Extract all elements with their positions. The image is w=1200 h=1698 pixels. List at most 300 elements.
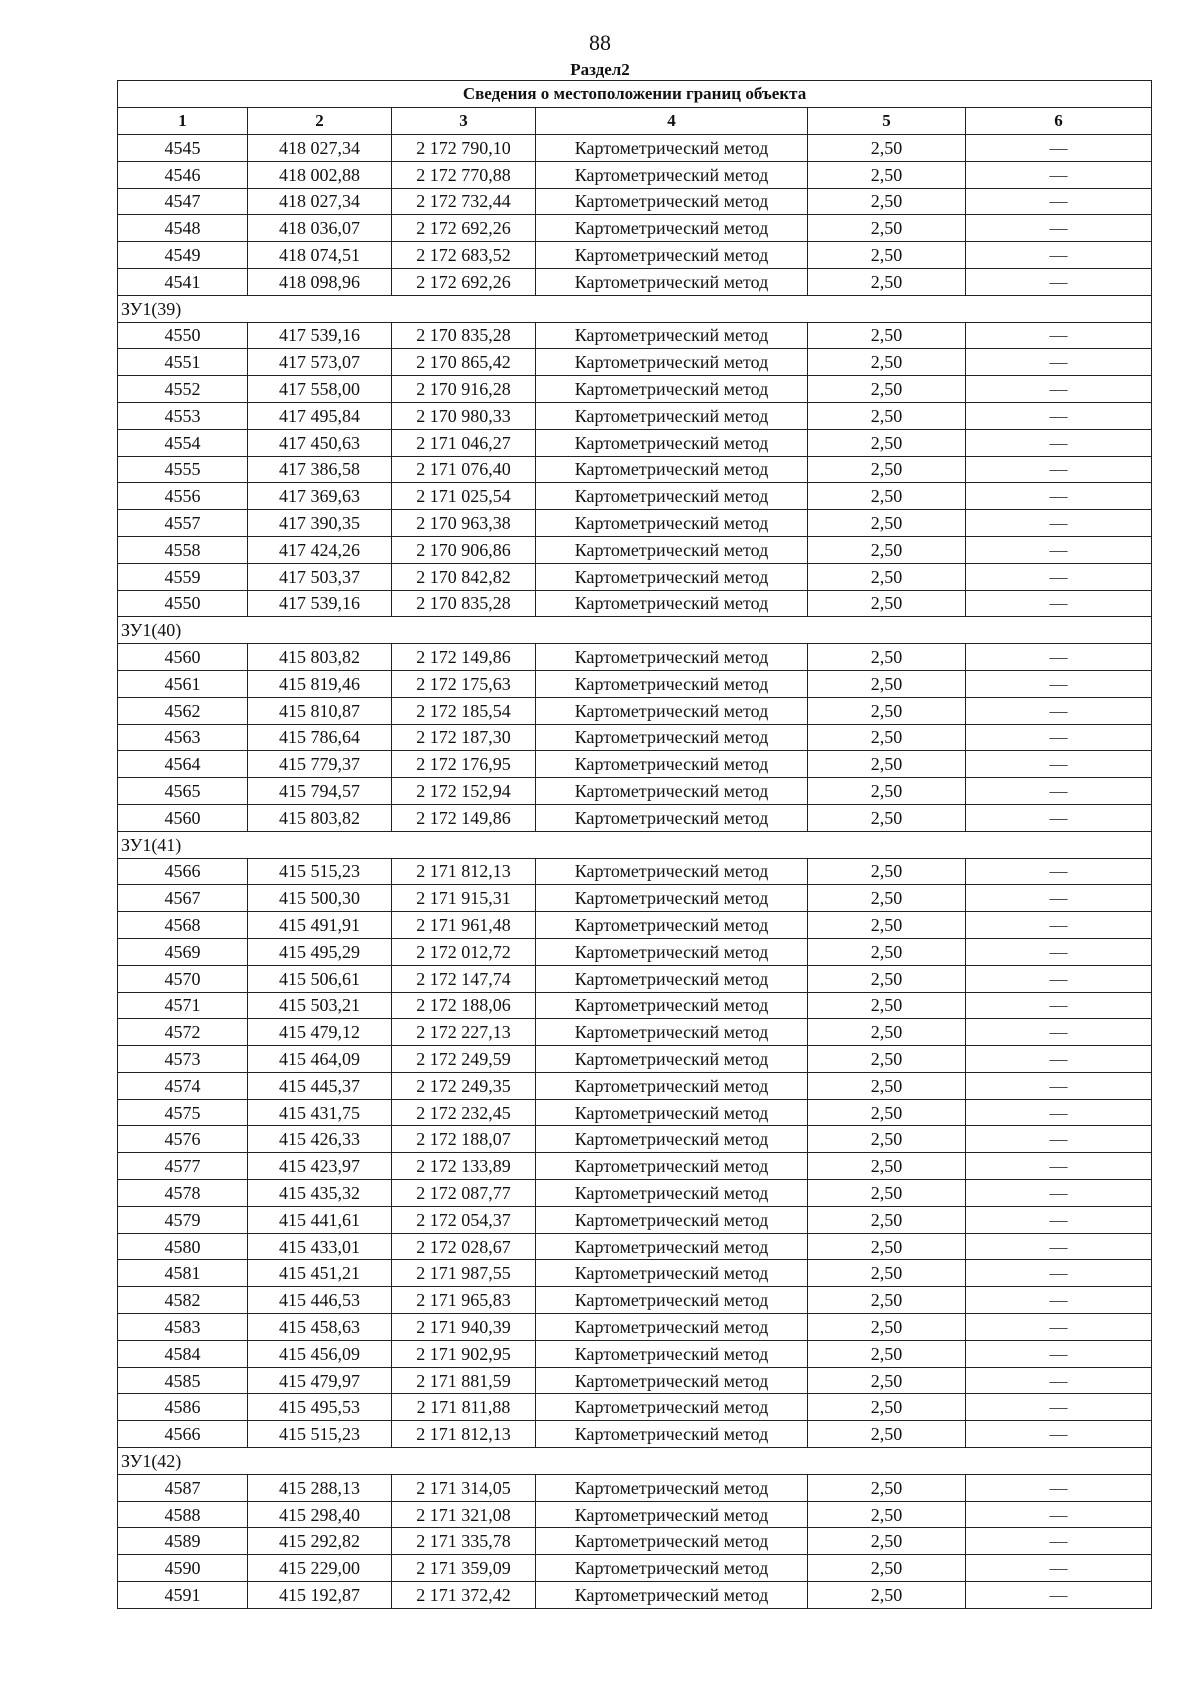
accuracy-cell: 2,50 (808, 1072, 966, 1099)
point-number-cell: 4578 (118, 1180, 248, 1207)
point-number-cell: 4570 (118, 965, 248, 992)
x-coordinate-cell: 415 803,82 (248, 804, 392, 831)
method-cell: Картометрический метод (536, 644, 808, 671)
description-cell: — (966, 992, 1152, 1019)
table-row (118, 1340, 1152, 1367)
description-cell: — (966, 1367, 1152, 1394)
x-coordinate-cell: 418 027,34 (248, 135, 392, 162)
description-cell: — (966, 483, 1152, 510)
description-cell: — (966, 1314, 1152, 1341)
description-cell: — (966, 1206, 1152, 1233)
method-cell: Картометрический метод (536, 1394, 808, 1421)
table-caption: Сведения о местоположении границ объекта (118, 81, 1152, 108)
method-cell: Картометрический метод (536, 992, 808, 1019)
y-coordinate-cell: 2 172 249,35 (392, 1072, 536, 1099)
accuracy-cell: 2,50 (808, 1233, 966, 1260)
table-row (118, 1501, 1152, 1528)
description-cell: — (966, 670, 1152, 697)
table-row (118, 1126, 1152, 1153)
y-coordinate-cell: 2 171 902,95 (392, 1340, 536, 1367)
method-cell: Картометрический метод (536, 510, 808, 537)
method-cell: Картометрический метод (536, 1340, 808, 1367)
x-coordinate-cell: 417 558,00 (248, 376, 392, 403)
x-coordinate-cell: 417 450,63 (248, 429, 392, 456)
table-row (118, 1367, 1152, 1394)
x-coordinate-cell: 415 500,30 (248, 885, 392, 912)
table-row (118, 456, 1152, 483)
accuracy-cell: 2,50 (808, 1501, 966, 1528)
group-label: ЗУ1(41) (118, 831, 1152, 858)
x-coordinate-cell: 415 503,21 (248, 992, 392, 1019)
y-coordinate-cell: 2 171 314,05 (392, 1474, 536, 1501)
table-row (118, 349, 1152, 376)
y-coordinate-cell: 2 172 176,95 (392, 751, 536, 778)
point-number-cell: 4554 (118, 429, 248, 456)
description-cell: — (966, 1501, 1152, 1528)
accuracy-cell: 2,50 (808, 563, 966, 590)
accuracy-cell: 2,50 (808, 376, 966, 403)
table-row (118, 1260, 1152, 1287)
table-row (118, 188, 1152, 215)
table-row (118, 1394, 1152, 1421)
x-coordinate-cell: 415 426,33 (248, 1126, 392, 1153)
x-coordinate-cell: 415 423,97 (248, 1153, 392, 1180)
point-number-cell: 4571 (118, 992, 248, 1019)
table-row (118, 268, 1152, 295)
point-number-cell: 4588 (118, 1501, 248, 1528)
x-coordinate-cell: 415 794,57 (248, 778, 392, 805)
description-cell: — (966, 349, 1152, 376)
point-number-cell: 4585 (118, 1367, 248, 1394)
method-cell: Картометрический метод (536, 429, 808, 456)
description-cell: — (966, 938, 1152, 965)
description-cell: — (966, 751, 1152, 778)
method-cell: Картометрический метод (536, 135, 808, 162)
description-cell: — (966, 135, 1152, 162)
group-row (118, 617, 1152, 644)
y-coordinate-cell: 2 171 881,59 (392, 1367, 536, 1394)
x-coordinate-cell: 415 445,37 (248, 1072, 392, 1099)
accuracy-cell: 2,50 (808, 429, 966, 456)
point-number-cell: 4586 (118, 1394, 248, 1421)
group-row (118, 831, 1152, 858)
accuracy-cell: 2,50 (808, 1555, 966, 1582)
y-coordinate-cell: 2 172 149,86 (392, 644, 536, 671)
method-cell: Картометрический метод (536, 804, 808, 831)
x-coordinate-cell: 415 803,82 (248, 644, 392, 671)
group-label: ЗУ1(42) (118, 1448, 1152, 1475)
table-row (118, 563, 1152, 590)
method-cell: Картометрический метод (536, 1153, 808, 1180)
x-coordinate-cell: 415 819,46 (248, 670, 392, 697)
x-coordinate-cell: 415 458,63 (248, 1314, 392, 1341)
method-cell: Картометрический метод (536, 965, 808, 992)
accuracy-cell: 2,50 (808, 188, 966, 215)
x-coordinate-cell: 417 539,16 (248, 590, 392, 617)
column-number-6: 6 (966, 108, 1152, 135)
table-row (118, 804, 1152, 831)
description-cell: — (966, 1394, 1152, 1421)
point-number-cell: 4546 (118, 161, 248, 188)
y-coordinate-cell: 2 171 335,78 (392, 1528, 536, 1555)
x-coordinate-cell: 415 495,29 (248, 938, 392, 965)
y-coordinate-cell: 2 172 012,72 (392, 938, 536, 965)
y-coordinate-cell: 2 171 965,83 (392, 1287, 536, 1314)
method-cell: Картометрический метод (536, 563, 808, 590)
table-row (118, 242, 1152, 269)
method-cell: Картометрический метод (536, 322, 808, 349)
column-number-4: 4 (536, 108, 808, 135)
table-row (118, 1314, 1152, 1341)
accuracy-cell: 2,50 (808, 1340, 966, 1367)
description-cell: — (966, 536, 1152, 563)
y-coordinate-cell: 2 171 812,13 (392, 1421, 536, 1448)
method-cell: Картометрический метод (536, 885, 808, 912)
description-cell: — (966, 322, 1152, 349)
table-row (118, 858, 1152, 885)
accuracy-cell: 2,50 (808, 1206, 966, 1233)
description-cell: — (966, 1126, 1152, 1153)
point-number-cell: 4556 (118, 483, 248, 510)
table-row (118, 1180, 1152, 1207)
method-cell: Картометрический метод (536, 1555, 808, 1582)
description-cell: — (966, 1019, 1152, 1046)
description-cell: — (966, 1072, 1152, 1099)
method-cell: Картометрический метод (536, 456, 808, 483)
table-row (118, 1099, 1152, 1126)
point-number-cell: 4590 (118, 1555, 248, 1582)
point-number-cell: 4565 (118, 778, 248, 805)
method-cell: Картометрический метод (536, 1206, 808, 1233)
method-cell: Картометрический метод (536, 1260, 808, 1287)
y-coordinate-cell: 2 172 187,30 (392, 724, 536, 751)
description-cell: — (966, 1153, 1152, 1180)
accuracy-cell: 2,50 (808, 1153, 966, 1180)
description-cell: — (966, 697, 1152, 724)
accuracy-cell: 2,50 (808, 161, 966, 188)
table-row (118, 1153, 1152, 1180)
accuracy-cell: 2,50 (808, 1019, 966, 1046)
method-cell: Картометрический метод (536, 161, 808, 188)
table-row (118, 161, 1152, 188)
accuracy-cell: 2,50 (808, 1528, 966, 1555)
accuracy-cell: 2,50 (808, 670, 966, 697)
accuracy-cell: 2,50 (808, 536, 966, 563)
table-row (118, 376, 1152, 403)
table-row (118, 215, 1152, 242)
y-coordinate-cell: 2 171 915,31 (392, 885, 536, 912)
description-cell: — (966, 1180, 1152, 1207)
method-cell: Картометрический метод (536, 536, 808, 563)
y-coordinate-cell: 2 171 987,55 (392, 1260, 536, 1287)
x-coordinate-cell: 415 786,64 (248, 724, 392, 751)
point-number-cell: 4574 (118, 1072, 248, 1099)
description-cell: — (966, 1046, 1152, 1073)
description-cell: — (966, 804, 1152, 831)
point-number-cell: 4579 (118, 1206, 248, 1233)
x-coordinate-cell: 415 435,32 (248, 1180, 392, 1207)
y-coordinate-cell: 2 172 175,63 (392, 670, 536, 697)
x-coordinate-cell: 415 456,09 (248, 1340, 392, 1367)
y-coordinate-cell: 2 170 865,42 (392, 349, 536, 376)
description-cell: — (966, 1421, 1152, 1448)
point-number-cell: 4560 (118, 644, 248, 671)
description-cell: — (966, 188, 1152, 215)
point-number-cell: 4575 (118, 1099, 248, 1126)
table-row (118, 938, 1152, 965)
accuracy-cell: 2,50 (808, 590, 966, 617)
accuracy-cell: 2,50 (808, 1394, 966, 1421)
table-row (118, 1206, 1152, 1233)
table-row (118, 1474, 1152, 1501)
table-row (118, 322, 1152, 349)
point-number-cell: 4549 (118, 242, 248, 269)
table-row (118, 670, 1152, 697)
description-cell: — (966, 1340, 1152, 1367)
point-number-cell: 4584 (118, 1340, 248, 1367)
x-coordinate-cell: 415 506,61 (248, 965, 392, 992)
section-title: Раздел2 (570, 60, 630, 79)
method-cell: Картометрический метод (536, 1421, 808, 1448)
x-coordinate-cell: 415 515,23 (248, 1421, 392, 1448)
point-number-cell: 4581 (118, 1260, 248, 1287)
table-row (118, 590, 1152, 617)
y-coordinate-cell: 2 172 087,77 (392, 1180, 536, 1207)
point-number-cell: 4566 (118, 858, 248, 885)
y-coordinate-cell: 2 172 054,37 (392, 1206, 536, 1233)
method-cell: Картометрический метод (536, 1474, 808, 1501)
y-coordinate-cell: 2 170 963,38 (392, 510, 536, 537)
description-cell: — (966, 215, 1152, 242)
method-cell: Картометрический метод (536, 670, 808, 697)
description-cell: — (966, 1287, 1152, 1314)
method-cell: Картометрический метод (536, 590, 808, 617)
column-number-2: 2 (248, 108, 392, 135)
y-coordinate-cell: 2 170 835,28 (392, 322, 536, 349)
method-cell: Картометрический метод (536, 1287, 808, 1314)
boundary-coordinates-table (117, 80, 1152, 1609)
description-cell: — (966, 590, 1152, 617)
method-cell: Картометрический метод (536, 1314, 808, 1341)
x-coordinate-cell: 418 036,07 (248, 215, 392, 242)
accuracy-cell: 2,50 (808, 1126, 966, 1153)
y-coordinate-cell: 2 172 692,26 (392, 268, 536, 295)
method-cell: Картометрический метод (536, 938, 808, 965)
x-coordinate-cell: 418 074,51 (248, 242, 392, 269)
method-cell: Картометрический метод (536, 1233, 808, 1260)
point-number-cell: 4550 (118, 590, 248, 617)
table-row (118, 1046, 1152, 1073)
x-coordinate-cell: 415 433,01 (248, 1233, 392, 1260)
y-coordinate-cell: 2 172 790,10 (392, 135, 536, 162)
point-number-cell: 4587 (118, 1474, 248, 1501)
table-row (118, 429, 1152, 456)
point-number-cell: 4560 (118, 804, 248, 831)
method-cell: Картометрический метод (536, 402, 808, 429)
point-number-cell: 4564 (118, 751, 248, 778)
description-cell: — (966, 429, 1152, 456)
y-coordinate-cell: 2 172 133,89 (392, 1153, 536, 1180)
column-number-3: 3 (392, 108, 536, 135)
x-coordinate-cell: 415 464,09 (248, 1046, 392, 1073)
y-coordinate-cell: 2 171 940,39 (392, 1314, 536, 1341)
point-number-cell: 4558 (118, 536, 248, 563)
y-coordinate-cell: 2 172 185,54 (392, 697, 536, 724)
description-cell: — (966, 1099, 1152, 1126)
description-cell: — (966, 644, 1152, 671)
point-number-cell: 4563 (118, 724, 248, 751)
y-coordinate-cell: 2 172 188,06 (392, 992, 536, 1019)
accuracy-cell: 2,50 (808, 938, 966, 965)
group-label: ЗУ1(39) (118, 295, 1152, 322)
method-cell: Картометрический метод (536, 1501, 808, 1528)
description-cell: — (966, 1260, 1152, 1287)
description-cell: — (966, 1233, 1152, 1260)
column-number-5: 5 (808, 108, 966, 135)
group-row (118, 295, 1152, 322)
table-row (118, 885, 1152, 912)
point-number-cell: 4589 (118, 1528, 248, 1555)
method-cell: Картометрический метод (536, 376, 808, 403)
y-coordinate-cell: 2 170 980,33 (392, 402, 536, 429)
table-row (118, 778, 1152, 805)
accuracy-cell: 2,50 (808, 242, 966, 269)
y-coordinate-cell: 2 170 916,28 (392, 376, 536, 403)
description-cell: — (966, 242, 1152, 269)
method-cell: Картометрический метод (536, 1582, 808, 1609)
x-coordinate-cell: 415 298,40 (248, 1501, 392, 1528)
group-row (118, 1448, 1152, 1475)
x-coordinate-cell: 415 292,82 (248, 1528, 392, 1555)
accuracy-cell: 2,50 (808, 1582, 966, 1609)
method-cell: Картометрический метод (536, 1019, 808, 1046)
table-row (118, 1233, 1152, 1260)
x-coordinate-cell: 415 451,21 (248, 1260, 392, 1287)
table-header (118, 81, 1152, 135)
description-cell: — (966, 965, 1152, 992)
y-coordinate-cell: 2 171 811,88 (392, 1394, 536, 1421)
method-cell: Картометрический метод (536, 724, 808, 751)
method-cell: Картометрический метод (536, 215, 808, 242)
table-row (118, 1072, 1152, 1099)
x-coordinate-cell: 418 098,96 (248, 268, 392, 295)
table-caption-row (118, 81, 1152, 108)
x-coordinate-cell: 417 503,37 (248, 563, 392, 590)
y-coordinate-cell: 2 172 232,45 (392, 1099, 536, 1126)
point-number-cell: 4548 (118, 215, 248, 242)
y-coordinate-cell: 2 171 046,27 (392, 429, 536, 456)
accuracy-cell: 2,50 (808, 1474, 966, 1501)
table-row (118, 697, 1152, 724)
point-number-cell: 4555 (118, 456, 248, 483)
table-row (118, 402, 1152, 429)
x-coordinate-cell: 415 810,87 (248, 697, 392, 724)
point-number-cell: 4568 (118, 912, 248, 939)
description-cell: — (966, 1528, 1152, 1555)
y-coordinate-cell: 2 171 025,54 (392, 483, 536, 510)
method-cell: Картометрический метод (536, 1099, 808, 1126)
description-cell: — (966, 1474, 1152, 1501)
y-coordinate-cell: 2 171 076,40 (392, 456, 536, 483)
accuracy-cell: 2,50 (808, 992, 966, 1019)
table-row (118, 135, 1152, 162)
method-cell: Картометрический метод (536, 268, 808, 295)
accuracy-cell: 2,50 (808, 1287, 966, 1314)
accuracy-cell: 2,50 (808, 885, 966, 912)
column-number-row (118, 108, 1152, 135)
table-row (118, 1528, 1152, 1555)
method-cell: Картометрический метод (536, 858, 808, 885)
accuracy-cell: 2,50 (808, 724, 966, 751)
y-coordinate-cell: 2 172 149,86 (392, 804, 536, 831)
x-coordinate-cell: 415 192,87 (248, 1582, 392, 1609)
point-number-cell: 4550 (118, 322, 248, 349)
table-body (118, 135, 1152, 1609)
x-coordinate-cell: 415 515,23 (248, 858, 392, 885)
accuracy-cell: 2,50 (808, 1314, 966, 1341)
description-cell: — (966, 1555, 1152, 1582)
method-cell: Картометрический метод (536, 1180, 808, 1207)
table-row (118, 1421, 1152, 1448)
point-number-cell: 4561 (118, 670, 248, 697)
accuracy-cell: 2,50 (808, 1421, 966, 1448)
point-number-cell: 4577 (118, 1153, 248, 1180)
accuracy-cell: 2,50 (808, 1367, 966, 1394)
y-coordinate-cell: 2 171 961,48 (392, 912, 536, 939)
method-cell: Картометрический метод (536, 242, 808, 269)
description-cell: — (966, 268, 1152, 295)
x-coordinate-cell: 417 369,63 (248, 483, 392, 510)
method-cell: Картометрический метод (536, 349, 808, 376)
table-row (118, 912, 1152, 939)
page-number: 88 (589, 30, 611, 55)
table-row (118, 724, 1152, 751)
x-coordinate-cell: 415 441,61 (248, 1206, 392, 1233)
method-cell: Картометрический метод (536, 1126, 808, 1153)
accuracy-cell: 2,50 (808, 965, 966, 992)
accuracy-cell: 2,50 (808, 912, 966, 939)
point-number-cell: 4591 (118, 1582, 248, 1609)
accuracy-cell: 2,50 (808, 1046, 966, 1073)
description-cell: — (966, 885, 1152, 912)
point-number-cell: 4541 (118, 268, 248, 295)
x-coordinate-cell: 415 779,37 (248, 751, 392, 778)
y-coordinate-cell: 2 171 359,09 (392, 1555, 536, 1582)
point-number-cell: 4582 (118, 1287, 248, 1314)
group-label: ЗУ1(40) (118, 617, 1152, 644)
accuracy-cell: 2,50 (808, 751, 966, 778)
accuracy-cell: 2,50 (808, 804, 966, 831)
x-coordinate-cell: 417 495,84 (248, 402, 392, 429)
method-cell: Картометрический метод (536, 483, 808, 510)
y-coordinate-cell: 2 172 683,52 (392, 242, 536, 269)
accuracy-cell: 2,50 (808, 1260, 966, 1287)
y-coordinate-cell: 2 172 147,74 (392, 965, 536, 992)
point-number-cell: 4572 (118, 1019, 248, 1046)
description-cell: — (966, 376, 1152, 403)
y-coordinate-cell: 2 172 692,26 (392, 215, 536, 242)
table-row (118, 1019, 1152, 1046)
y-coordinate-cell: 2 172 028,67 (392, 1233, 536, 1260)
accuracy-cell: 2,50 (808, 778, 966, 805)
y-coordinate-cell: 2 171 321,08 (392, 1501, 536, 1528)
point-number-cell: 4562 (118, 697, 248, 724)
x-coordinate-cell: 417 424,26 (248, 536, 392, 563)
description-cell: — (966, 563, 1152, 590)
accuracy-cell: 2,50 (808, 135, 966, 162)
y-coordinate-cell: 2 170 842,82 (392, 563, 536, 590)
x-coordinate-cell: 415 491,91 (248, 912, 392, 939)
